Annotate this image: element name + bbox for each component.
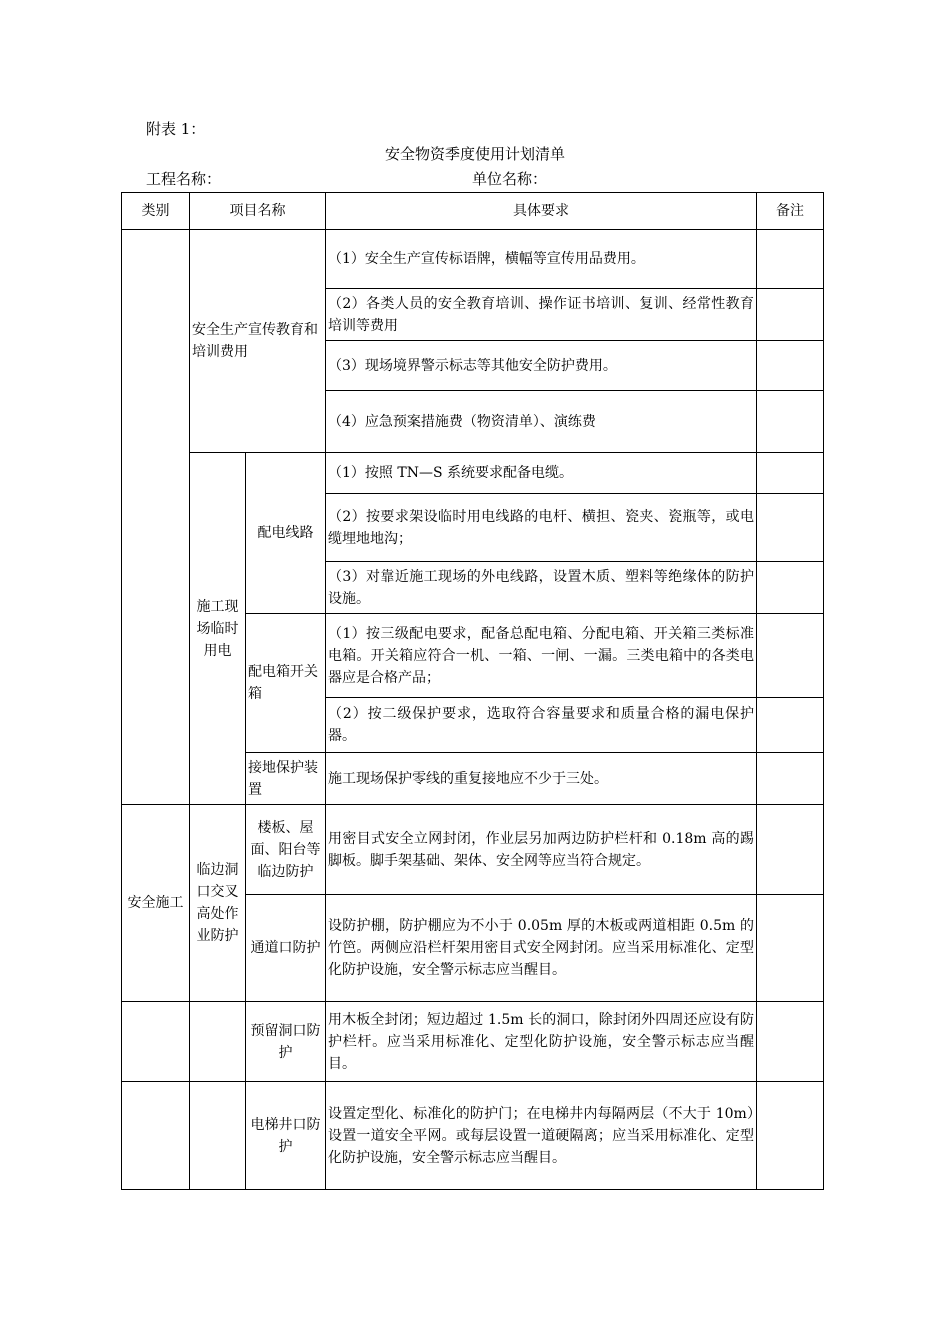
sub-item-edge-protection: 楼板、屋面、阳台等临边防护 [246,805,326,895]
header-item: 项目名称 [190,193,326,230]
requirement-cell: （3）对靠近施工现场的外电线路，设置木质、塑料等绝缘体的防护设施。 [326,562,757,614]
document-title: 安全物资季度使用计划清单 [384,145,565,163]
plan-table [121,192,824,1190]
sub-item-distribution-box: 配电箱开关箱 [246,614,326,753]
requirement-cell: （2）按要求架设临时用电线路的电杆、横担、瓷夹、瓷瓶等，或电缆埋地地沟； [326,494,757,562]
table-row [122,1082,824,1190]
remark-cell [757,341,824,391]
header-category: 类别 [122,193,190,230]
remark-cell [757,805,824,895]
table-row [122,230,824,289]
requirement-cell: （2）各类人员的安全教育培训、操作证书培训、复训、经常性教育培训等费用 [326,289,757,341]
requirement-cell: 设防护棚，防护棚应为不小于 0.05m 厚的木板或两道相距 0.5m 的竹笆。两侧应沿栏杆架用密目式安全网封闭。应当采用标准化、定型化防护设施，安全警示标志应当醒目。 [326,895,757,1002]
remark-cell [757,753,824,805]
remark-cell [757,391,824,453]
category-cell-empty [122,1082,190,1190]
remark-cell [757,895,824,1002]
sub-item-reserved-opening: 预留洞口防护 [246,1002,326,1082]
sub-item-grounding: 接地保护装置 [246,753,326,805]
appendix-label: 附表 1： [146,120,206,138]
project-name-label: 工程名称： [146,170,222,188]
remark-cell [757,1002,824,1082]
requirement-cell: 施工现场保护零线的重复接地应不少于三处。 [326,753,757,805]
remark-cell [757,230,824,289]
item-cell-empty [190,1002,246,1082]
header-remark: 备注 [757,193,824,230]
item-edu: 安全生产宣传教育和培训费用 [190,230,326,453]
remark-cell [757,614,824,698]
unit-name-label: 单位名称： [472,170,548,188]
requirement-cell: （2）按二级保护要求，选取符合容量要求和质量合格的漏电保护器。 [326,698,757,753]
table-header-row [122,193,824,230]
item-edge-opening-protection: 临边洞口交叉高处作业防护 [190,805,246,1002]
remark-cell [757,562,824,614]
header-requirement: 具体要求 [326,193,757,230]
remark-cell [757,453,824,494]
table-row [122,805,824,895]
item-cell-empty [190,1082,246,1190]
table-row [122,1002,824,1082]
requirement-cell: （1）按照 TN—S 系统要求配备电缆。 [326,453,757,494]
category-safety-construction: 安全施工 [122,805,190,1002]
sub-item-elevator-shaft: 电梯井口防护 [246,1082,326,1190]
remark-cell [757,494,824,562]
requirement-cell: （1）按三级配电要求，配备总配电箱、分配电箱、开关箱三类标准电箱。开关箱应符合一机、一箱、一闸、一漏。三类电箱中的各类电器应是合格产品； [326,614,757,698]
sub-item-distribution-line: 配电线路 [246,453,326,614]
requirement-cell: 用木板全封闭；短边超过 1.5m 长的洞口，除封闭外四周还应设有防护栏杆。应当采用标准化、定型化防护设施，安全警示标志应当醒目。 [326,1002,757,1082]
category-cell-empty [122,230,190,805]
remark-cell [757,698,824,753]
remark-cell [757,1082,824,1190]
requirement-cell: 设置定型化、标准化的防护门；在电梯井内每隔两层（不大于 10m）设置一道安全平网。或每层设置一道硬隔离；应当采用标准化、定型化防护设施，安全警示标志应当醒目。 [326,1082,757,1190]
requirement-cell: （3）现场境界警示标志等其他安全防护费用。 [326,341,757,391]
requirement-cell: 用密目式安全立网封闭，作业层另加两边防护栏杆和 0.18m 高的踢脚板。脚手架基础、架体、安全网等应当符合规定。 [326,805,757,895]
item-temp-power: 施工现场临时用电 [190,453,246,805]
category-cell-empty [122,1002,190,1082]
requirement-cell: （4）应急预案措施费（物资清单）、演练费 [326,391,757,453]
sub-item-passage-protection: 通道口防护 [246,895,326,1002]
table-row [122,453,824,494]
requirement-cell: （1）安全生产宣传标语牌，横幅等宣传用品费用。 [326,230,757,289]
remark-cell [757,289,824,341]
